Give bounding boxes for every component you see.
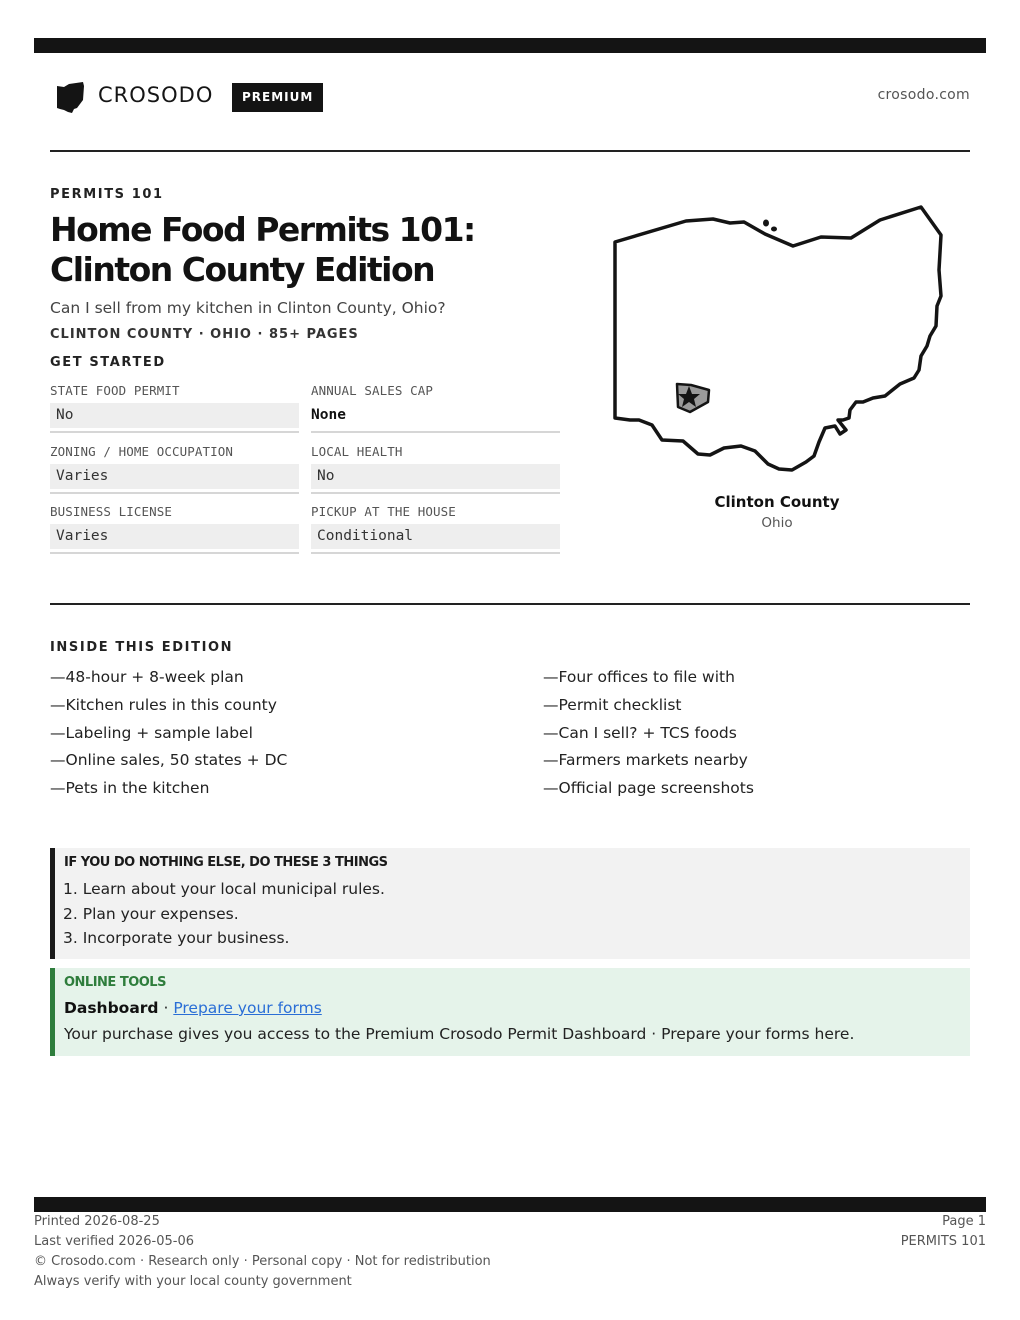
tools-description: Your purchase gives you access to the Premium Crosodo Permit Dashboard · Prepare your forms here. — [64, 1025, 855, 1043]
callout-item: 3. Incorporate your business. — [63, 929, 290, 947]
copyright-notice: © Crosodo.com · Research only · Personal copy · Not for redistribution — [34, 1254, 491, 1269]
contents-item: —48-hour + 8-week plan — [50, 668, 244, 686]
fact-label: BUSINESS LICENSE — [50, 504, 173, 519]
footer-left — [34, 1212, 491, 1292]
callout-list — [63, 877, 385, 951]
fact-label: LOCAL HEALTH — [311, 444, 403, 459]
verified-date: Last verified 2026-05-06 — [34, 1234, 194, 1249]
fact-value: No — [311, 464, 560, 489]
kicker: PERMITS 101 — [50, 187, 164, 202]
fact-zoning — [50, 441, 299, 497]
fact-underline — [50, 552, 299, 554]
callout-title: IF YOU DO NOTHING ELSE, DO THESE 3 THINGS — [64, 855, 388, 870]
edition-meta: CLINTON COUNTY · OHIO · 85+ PAGES — [50, 327, 359, 342]
map-state-name: Ohio — [761, 515, 793, 531]
contents-item: —Pets in the kitchen — [50, 779, 210, 798]
fact-state-food-permit — [50, 380, 299, 436]
get-started-heading: GET STARTED — [50, 355, 166, 370]
page-number: Page 1 — [942, 1214, 986, 1229]
separator: · — [158, 999, 174, 1017]
lake-island-icon — [771, 227, 777, 232]
fact-label: PICKUP AT THE HOUSE — [311, 504, 456, 519]
fact-underline — [50, 492, 299, 494]
fact-pickup — [311, 501, 560, 557]
page-title: Home Food Permits 101: Clinton County Edition — [50, 210, 475, 289]
disclaimer: Always verify with your local county government — [34, 1274, 352, 1289]
contents-item: —Farmers markets nearby — [543, 751, 748, 770]
fact-business-license — [50, 501, 299, 557]
brand-header — [50, 80, 970, 114]
contents-item: —Kitchen rules in this county — [50, 695, 277, 714]
footer-doc-name: PERMITS 101 — [900, 1234, 986, 1249]
subtitle: Can I sell from my kitchen in Clinton County, Ohio? — [50, 299, 446, 317]
fact-underline — [311, 431, 560, 433]
ohio-outline — [615, 207, 941, 470]
ohio-logo-icon — [56, 82, 84, 114]
contents-heading: INSIDE THIS EDITION — [50, 640, 234, 655]
fact-annual-sales-cap — [311, 380, 560, 436]
callout-item: 1. Learn about your local municipal rules. — [63, 880, 385, 898]
footer-right — [901, 1212, 986, 1252]
fact-underline — [311, 552, 560, 554]
fact-value: No — [50, 403, 299, 428]
tools-title: ONLINE TOOLS — [64, 975, 166, 990]
contents-list-right — [543, 664, 983, 803]
ohio-map — [608, 200, 948, 480]
fact-value: None — [311, 407, 346, 423]
contents-item: —Four offices to file with — [543, 668, 735, 686]
dashboard-label: Dashboard — [64, 999, 159, 1017]
contents-item: —Official page screenshots — [543, 779, 754, 798]
prepare-forms-link[interactable]: Prepare your forms — [173, 999, 322, 1017]
fact-value: Varies — [50, 524, 299, 549]
top-three-callout — [50, 848, 970, 959]
lake-island-icon — [763, 220, 769, 227]
map-county-name: Clinton County — [714, 493, 840, 511]
callout-item: 2. Plan your expenses. — [63, 904, 239, 923]
top-bar — [34, 38, 986, 53]
brand-name: CROSODO — [98, 83, 214, 107]
fact-local-health — [311, 441, 560, 497]
contents-item: —Permit checklist — [543, 695, 682, 714]
fact-value: Varies — [50, 464, 299, 489]
premium-badge: PREMIUM — [232, 83, 323, 112]
fact-underline — [50, 431, 299, 433]
site-url[interactable]: crosodo.com — [877, 87, 970, 103]
fact-value: Conditional — [311, 524, 560, 549]
header-divider — [50, 150, 970, 152]
printed-date: Printed 2026-08-25 — [34, 1214, 160, 1229]
section-divider — [50, 603, 970, 605]
fact-underline — [311, 492, 560, 494]
tools-dashboard-line — [64, 999, 322, 1017]
fact-label: STATE FOOD PERMIT — [50, 383, 180, 398]
fact-label: ZONING / HOME OCCUPATION — [50, 444, 234, 459]
contents-list-left — [50, 664, 490, 803]
contents-item: —Can I sell? + TCS foods — [543, 723, 737, 742]
online-tools-panel — [50, 968, 970, 1056]
contents-item: —Online sales, 50 states + DC — [50, 751, 288, 770]
contents-item: —Labeling + sample label — [50, 723, 253, 742]
footer-bar — [34, 1197, 986, 1212]
fact-label: ANNUAL SALES CAP — [311, 383, 434, 398]
